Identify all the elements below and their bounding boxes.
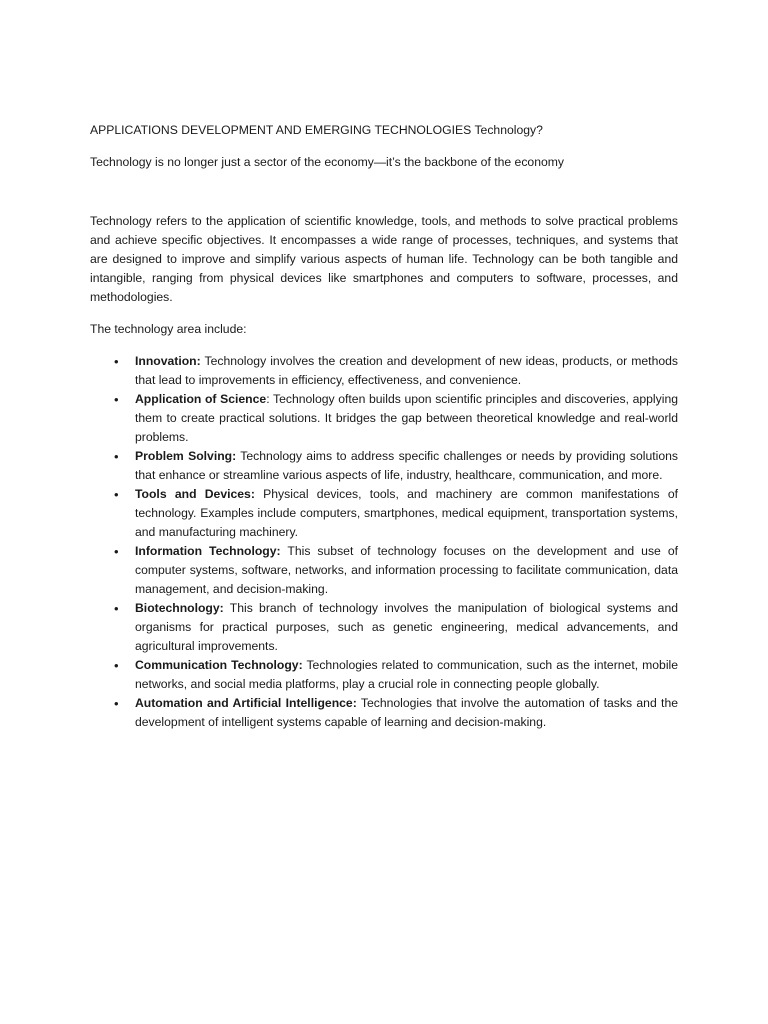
item-term: Communication Technology:	[135, 658, 303, 672]
bullet-icon: •	[114, 696, 119, 711]
intro-paragraph: Technology refers to the application of scientific knowledge, tools, and methods to solve practical problems and achieve specific objectives. It encompasses a wide range of processes, techniques, and systems that are designed to improve and simplify various aspects of human life. Technology can be both tangible and intangible, ranging from physical devices like smartphones and computers to software, processes, and methodologies.	[90, 214, 678, 304]
bullet-icon: •	[114, 392, 119, 407]
item-term: Automation and Artificial Intelligence:	[135, 696, 357, 710]
list-item	[90, 390, 678, 447]
item-text: This subset of technology focuses on the development and use of computer systems, software, networks, and information processing to facilitate communication, data management, and decision-making.	[135, 544, 679, 596]
item-term: Tools and Devices:	[135, 487, 255, 501]
item-text: This branch of technology involves the manipulation of biological systems and organisms for practical purposes, such as genetic engineering, medical advancements, and agricultural improvements.	[135, 601, 678, 653]
document-title: APPLICATIONS DEVELOPMENT AND EMERGING TECHNOLOGIES Technology?	[90, 123, 543, 137]
item-term: Application of Science	[135, 392, 267, 406]
list-item	[90, 447, 678, 485]
list-item	[90, 599, 678, 656]
bullet-icon: •	[114, 601, 119, 616]
list-item	[90, 656, 678, 694]
item-term: Biotechnology:	[135, 601, 224, 615]
item-text: : Technology often builds upon scientific principles and discoveries, applying them to create practical solutions. It bridges the gap between theoretical knowledge and real-world problems.	[135, 392, 679, 444]
document-page	[90, 121, 678, 732]
item-text: Technology involves the creation and development of new ideas, products, or methods that lead to improvements in efficiency, effectiveness, and convenience.	[135, 354, 678, 387]
item-term: Problem Solving:	[135, 449, 237, 463]
item-term: Innovation:	[135, 354, 201, 368]
list-heading: The technology area include:	[90, 322, 247, 336]
bullet-icon: •	[114, 449, 119, 464]
item-text: Technologies that involve the automation of tasks and the development of intelligent systems capable of learning and decision-making.	[135, 696, 678, 729]
bullet-icon: •	[114, 658, 119, 673]
list-item	[90, 542, 678, 599]
item-term: Information Technology:	[135, 544, 281, 558]
list-item	[90, 485, 678, 542]
bullet-icon: •	[114, 544, 119, 559]
technology-area-list	[90, 352, 678, 732]
list-item	[90, 694, 678, 732]
item-text: Technology aims to address specific challenges or needs by providing solutions that enhance or streamline various aspects of life, industry, healthcare, communication, and more.	[135, 449, 678, 482]
item-text: Physical devices, tools, and machinery are common manifestations of technology. Examples include computers, smartphones, medical equipment, transportation systems, and manufacturing machinery.	[135, 487, 679, 539]
item-text: Technologies related to communication, such as the internet, mobile networks, and social media platforms, play a crucial role in connecting people globally.	[135, 658, 679, 691]
bullet-icon: •	[114, 354, 119, 369]
bullet-icon: •	[114, 487, 119, 502]
document-subtitle: Technology is no longer just a sector of the economy—it’s the backbone of the economy	[90, 155, 565, 169]
list-item	[90, 352, 678, 390]
